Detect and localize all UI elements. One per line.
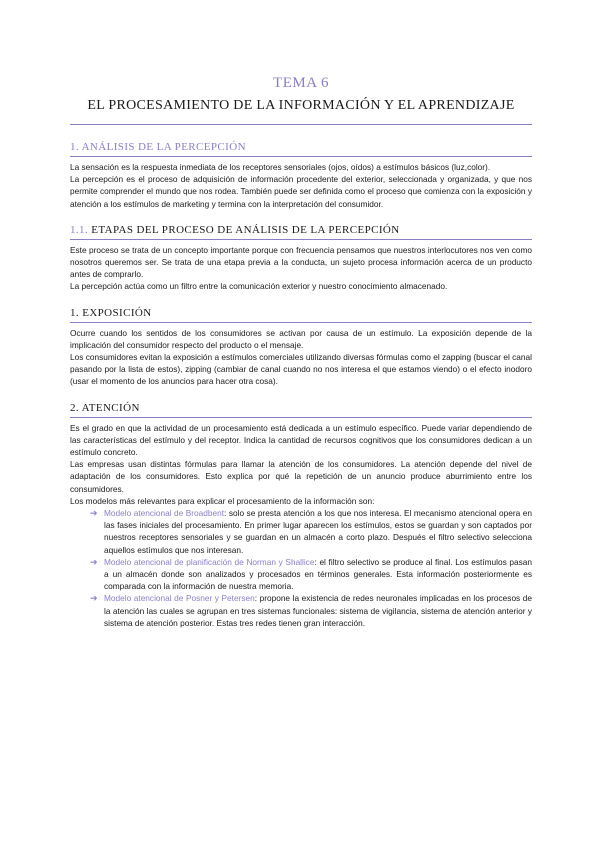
paragraph: Este proceso se trata de un concepto importante porque con frecuencia pensamos que nuestros interlocutores nos ven como nosotros queremos ser. Se trata de una etapa previa a la conducta, un sujeto procesa información acerca de un producto antes de comprarlo. bbox=[70, 244, 532, 280]
section-heading bbox=[70, 224, 532, 240]
paragraph: La sensación es la respuesta inmediata de los receptores sensoriales (ojos, oídos) a estímulos básicos (luz,color). bbox=[70, 162, 491, 172]
model-name: Modelo atencional de Broadbent bbox=[104, 508, 225, 519]
title-divider bbox=[70, 124, 532, 125]
arrow-right-icon: ➔ bbox=[90, 508, 98, 519]
section-number: 1.1. bbox=[70, 223, 89, 236]
section-heading: 1. ANÁLISIS DE LA PERCEPCIÓN bbox=[70, 141, 532, 157]
section-etapas bbox=[70, 224, 532, 293]
section-atencion bbox=[70, 402, 532, 629]
models-list bbox=[70, 507, 532, 629]
section-heading: 2. ATENCIÓN bbox=[70, 402, 532, 418]
model-text: : solo se presta atención a los que nos interesa. El mecanismo atencional opera en las fases iniciales del procesamiento. En primer lugar aparecen los estímulos, estos se guardan y son captados por nuestros receptores sensoriales y se guardan en un almacén a corto plazo. Después el filtro selectivo selecciona aquellos estímulos que nos interesan. bbox=[104, 508, 532, 555]
model-text: : el filtro selectivo se produce al final. Los estímulos pasan a un almacén donde son analizados y procesados en términos generales. Esta información posteriormente es comparada con la información de nuestra memoria. bbox=[104, 556, 532, 592]
section-exposicion bbox=[70, 307, 532, 388]
paragraph: Es el grado en que la actividad de un procesamiento está dedicada a un estímulo específico. Puede variar dependiendo de las características del estímulo y del receptor. Indica la cantidad de recursos cognitivos que los consumidores dedican a un estímulo concreto. bbox=[70, 422, 532, 458]
section-heading: 1. EXPOSICIÓN bbox=[70, 307, 532, 323]
model-name: Modelo atencional de Posner y Petersen bbox=[104, 593, 255, 604]
list-item bbox=[90, 507, 532, 556]
section-title: ETAPAS DEL PROCESO DE ANÁLISIS DE LA PERCEPCIÓN bbox=[91, 223, 400, 236]
paragraph: La percepción actúa como un filtro entre la comunicación exterior y nuestro conocimiento almacenado. bbox=[70, 281, 448, 292]
paragraph: Los consumidores evitan la exposición a estímulos comerciales utilizando diversas fórmulas como el zapping (buscar el canal pasando por la lista de estos), zipping (cambiar de canal cuando no nos interesa el que estamos viendo) o el efecto inodoro (usar el momento de los anuncios para hacer otra cosa). bbox=[70, 352, 532, 387]
tema-label: TEMA 6 bbox=[273, 75, 329, 91]
arrow-right-icon: ➔ bbox=[90, 593, 98, 604]
paragraph: Los modelos más relevantes para explicar el procesamiento de la información son: bbox=[70, 495, 375, 506]
list-item bbox=[90, 556, 532, 593]
document-title: EL PROCESAMIENTO DE LA INFORMACIÓN Y EL APRENDIZAJE bbox=[87, 98, 515, 113]
paragraph: Las empresas usan distintas fórmulas para llamar la atención de los consumidores. La atención depende del nivel de adaptación de los consumidores. Esto explica por qué la repetición de un anuncio produce aburrimiento entre los consumidores. bbox=[70, 459, 532, 494]
list-item bbox=[90, 592, 532, 629]
arrow-right-icon: ➔ bbox=[90, 556, 98, 567]
paragraph: Ocurre cuando los sentidos de los consumidores se activan por causa de un estímulo. La exposición depende de la implicación del consumidor respecto del producto o el mensaje. bbox=[70, 327, 532, 350]
document-page bbox=[70, 70, 532, 629]
model-name: Modelo atencional de planificación de Norman y Shallice bbox=[104, 556, 315, 567]
paragraph: La percepción es el proceso de adquisición de información procedente del exterior, seleccionada y organizada, y que nos permite comprender el mundo que nos rodea. También puede ser definida como el proceso que comienza con la exposición y atención a los estímulos de marketing y termina con la interpretación del consumidor. bbox=[70, 174, 532, 209]
section-analisis bbox=[70, 141, 532, 210]
model-text: : propone la existencia de redes neuronales implicadas en los procesos de la atención las cuales se agrupan en tres sistemas funcionales: sistema de vigilancia, sistema de atención anterior y sistema de atención posterior. Estas tres redes tienen gran interacción. bbox=[104, 593, 532, 628]
